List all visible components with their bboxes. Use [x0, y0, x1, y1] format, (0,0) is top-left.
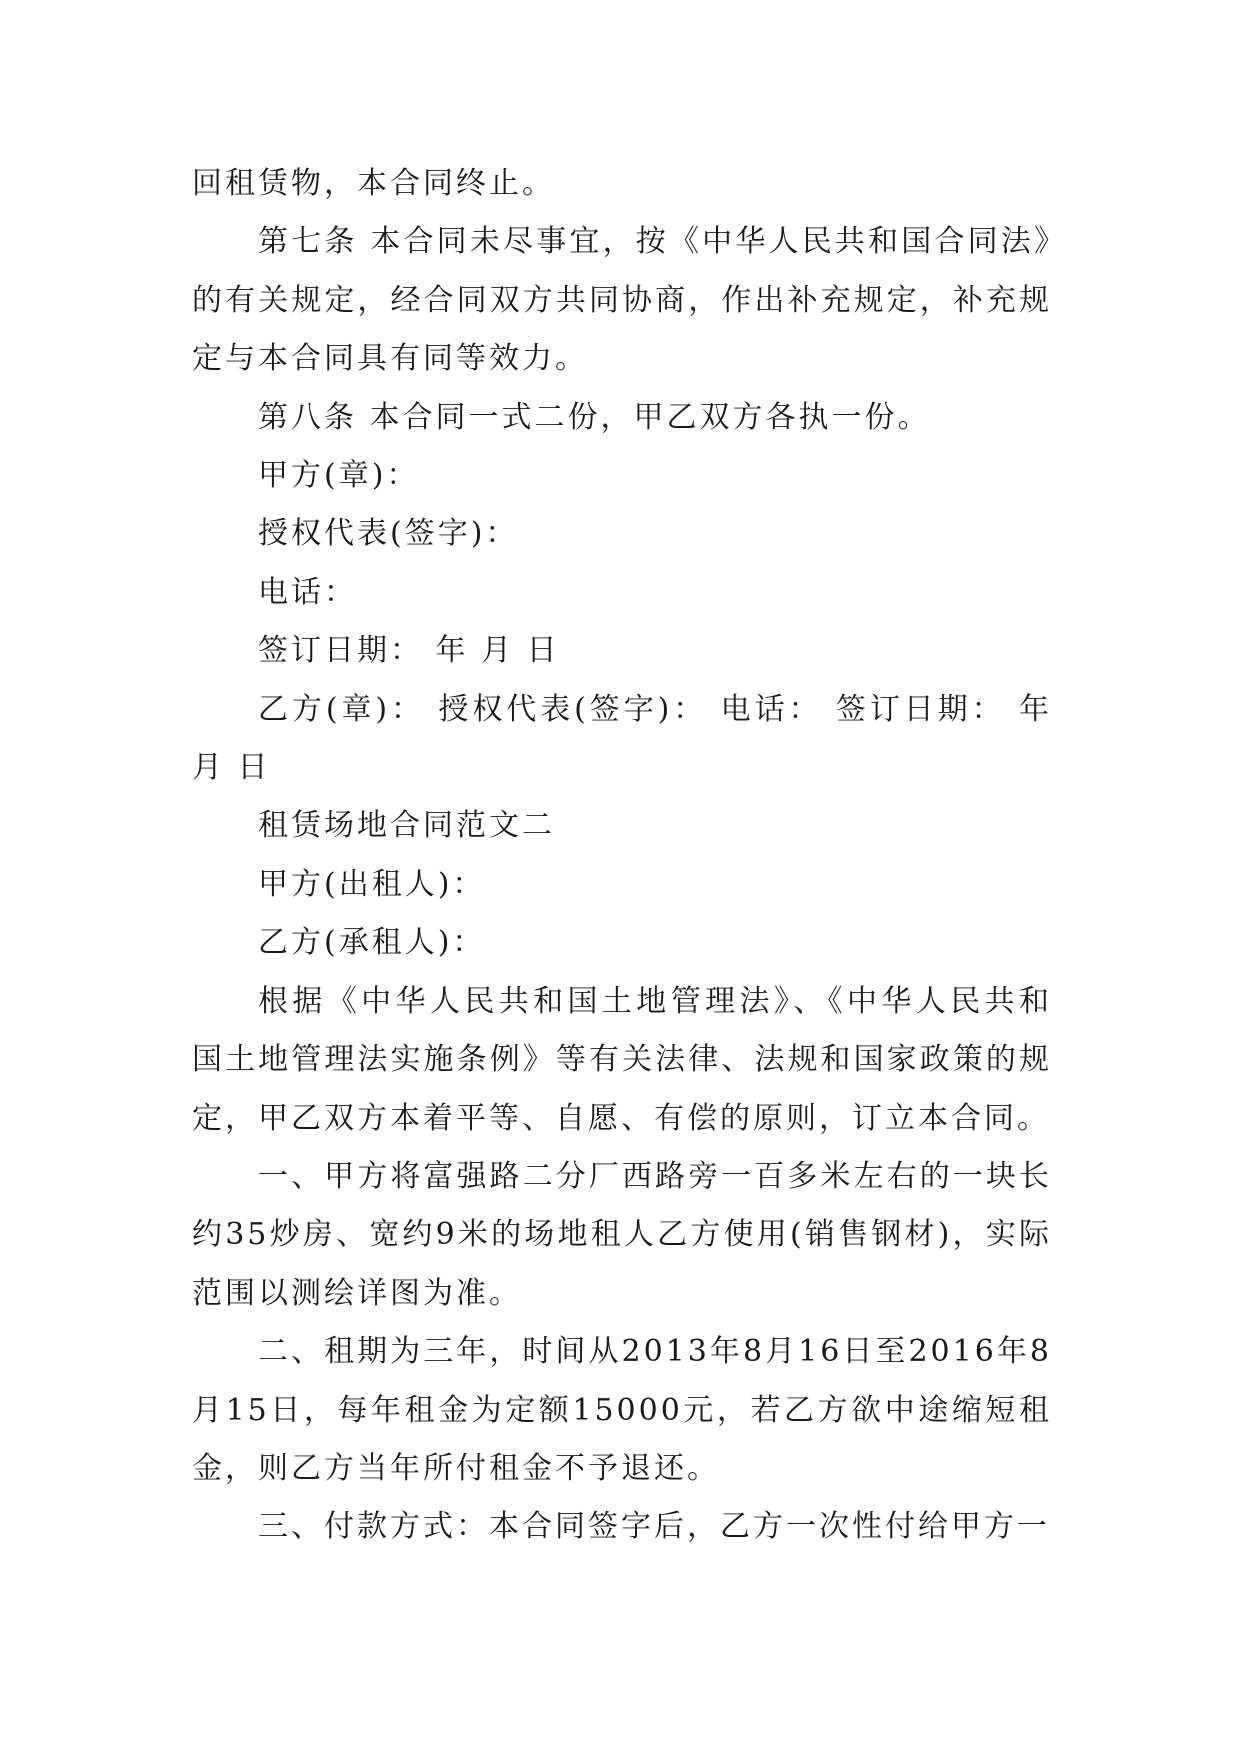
paragraph: 乙方(章)： 授权代表(签字)： 电话： 签订日期： 年 月 日 [192, 691, 1052, 786]
paragraph: 三、付款方式：本合同签字后，乙方一次性付给甲方一 [258, 1509, 1050, 1545]
paragraph: 乙方(承租人)： [258, 925, 486, 961]
paragraph: 回租赁物，本合同终止。 [192, 166, 555, 201]
paragraph: 甲方(章)： [258, 458, 420, 494]
paragraph: 授权代表(签字)： [258, 516, 519, 552]
paragraph: 签订日期： 年 月 日 [258, 633, 560, 669]
section-title: 租赁场地合同范文二 [258, 808, 555, 844]
paragraph: 二、租期为三年，时间从2013年8月16日至2016年8月15日，每年租金为定额15000元，若乙方欲中途缩短租金，则乙方当年所付租金不予退还。 [192, 1334, 1052, 1486]
paragraph: 一、甲方将富强路二分厂西路旁一百多米左右的一块长约35炒房、宽约9米的场地租人乙方使用(销售钢材)，实际范围以测绘详图为准。 [192, 1158, 1052, 1311]
paragraph: 根据《中华人民共和国土地管理法》、《中华人民共和国土地管理法实施条例》等有关法律、法规和国家政策的规定，甲乙双方本着平等、自愿、有偿的原则，订立本合同。 [192, 983, 1052, 1136]
paragraph: 第七条 本合同未尽事宜，按《中华人民共和国合同法》的有关规定，经合同双方共同协商，作出补充规定，补充规定与本合同具有同等效力。 [192, 224, 1052, 377]
document-body [192, 155, 1052, 1557]
paragraph: 第八条 本合同一式二份，甲乙双方各执一份。 [258, 399, 931, 435]
paragraph: 甲方(出租人)： [258, 866, 486, 902]
paragraph: 电话： [258, 574, 357, 610]
